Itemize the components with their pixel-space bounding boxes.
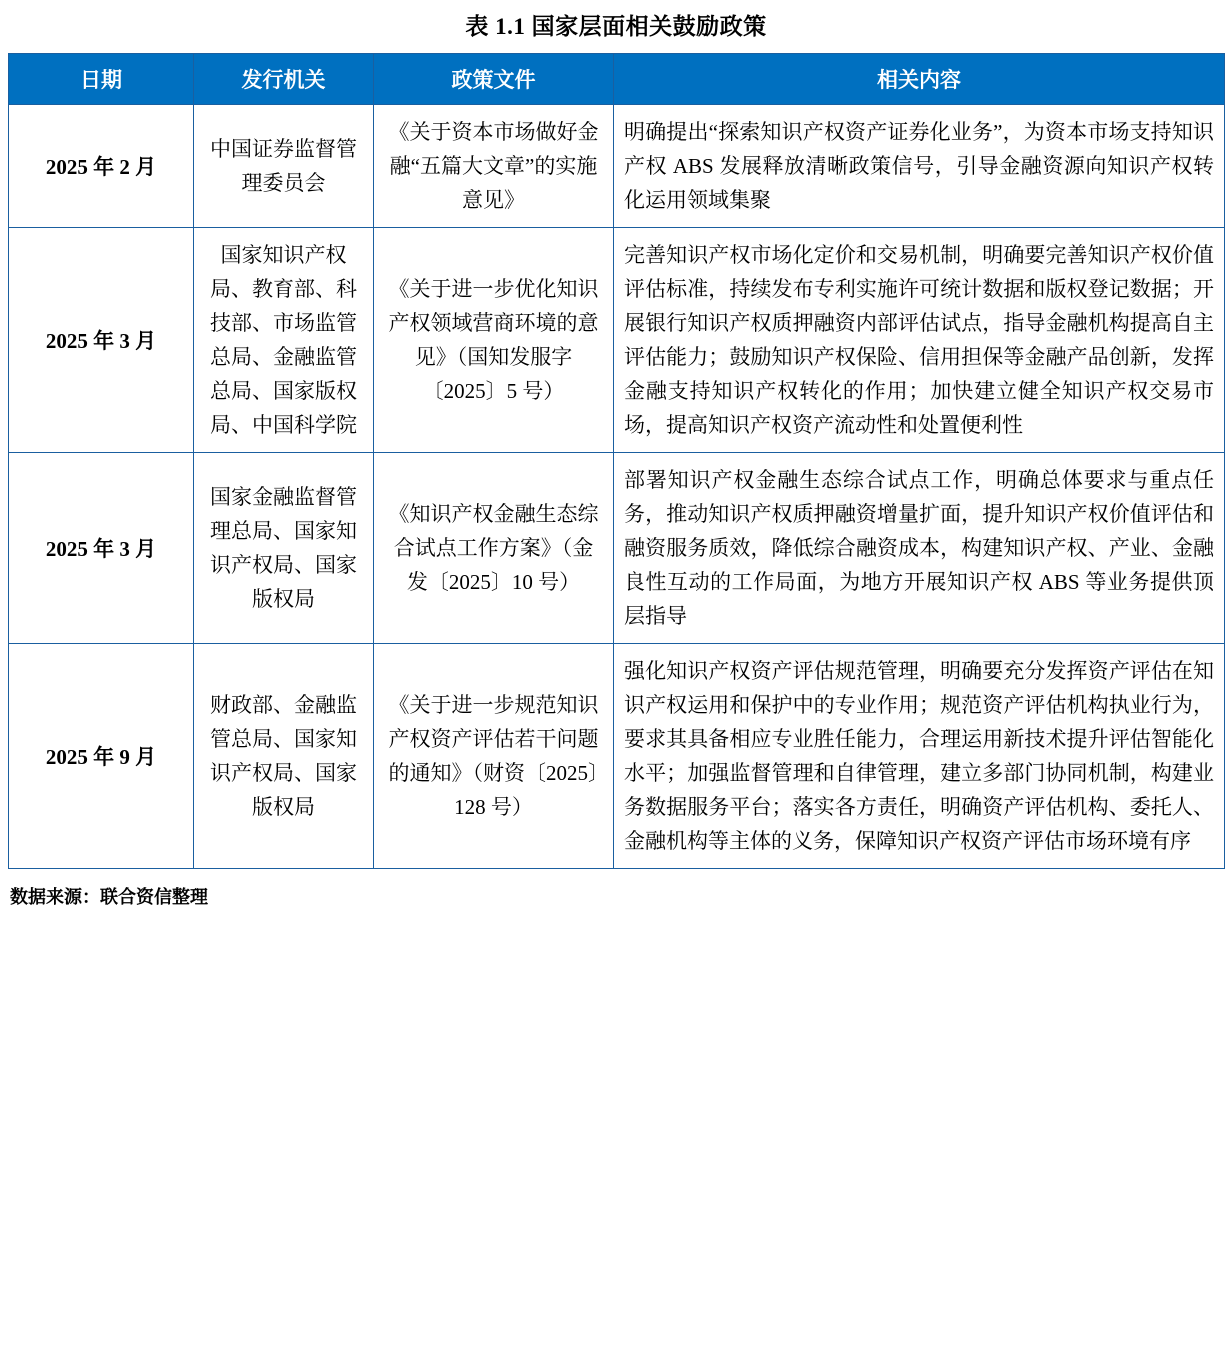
- cell-date: 2025 年 2 月: [9, 105, 194, 228]
- cell-content: 明确提出“探索知识产权资产证券化业务”，为资本市场支持知识产权 ABS 发展释放清晰政策信号，引导金融资源向知识产权转化运用领域集聚: [614, 105, 1225, 228]
- cell-organization: 中国证券监督管理委员会: [194, 105, 374, 228]
- cell-document: 《关于资本市场做好金融“五篇大文章”的实施意见》: [374, 105, 614, 228]
- cell-organization: 财政部、金融监管总局、国家知识产权局、国家版权局: [194, 644, 374, 869]
- table-title: 表 1.1 国家层面相关鼓励政策: [465, 14, 767, 39]
- cell-document: 《关于进一步优化知识产权领域营商环境的意见》（国知发服字〔2025〕5 号）: [374, 228, 614, 453]
- table-row: [9, 228, 1225, 453]
- policy-table: [8, 53, 1225, 869]
- cell-content: 强化知识产权资产评估规范管理，明确要充分发挥资产评估在知识产权运用和保护中的专业作用；规范资产评估机构执业行为，要求其具备相应专业胜任能力，合理运用新技术提升评估智能化水平；加强监督管理和自律管理，建立多部门协同机制，构建业务数据服务平台；落实各方责任，明确资产评估机构、委托人、金融机构等主体的义务，保障知识产权资产评估市场环境有序: [614, 644, 1225, 869]
- table-header-row: [9, 54, 1225, 105]
- table-header: [9, 54, 1225, 105]
- cell-date: 2025 年 3 月: [9, 453, 194, 644]
- cell-date: 2025 年 9 月: [9, 644, 194, 869]
- cell-organization: 国家知识产权局、教育部、科技部、市场监管总局、金融监管总局、国家版权局、中国科学院: [194, 228, 374, 453]
- table-row: [9, 453, 1225, 644]
- cell-content: 完善知识产权市场化定价和交易机制，明确要完善知识产权价值评估标准，持续发布专利实施许可统计数据和版权登记数据；开展银行知识产权质押融资内部评估试点，指导金融机构提高自主评估能力；鼓励知识产权保险、信用担保等金融产品创新，发挥金融支持知识产权转化的作用；加快建立健全知识产权交易市场，提高知识产权资产流动性和处置便利性: [614, 228, 1225, 453]
- data-source-note: 数据来源：联合资信整理: [10, 887, 208, 908]
- column-header-content: 相关内容: [614, 54, 1225, 105]
- cell-document: 《知识产权金融生态综合试点工作方案》（金发〔2025〕10 号）: [374, 453, 614, 644]
- table-row: [9, 644, 1225, 869]
- cell-document: 《关于进一步规范知识产权资产评估若干问题的通知》（财资〔2025〕128 号）: [374, 644, 614, 869]
- cell-content: 部署知识产权金融生态综合试点工作，明确总体要求与重点任务，推动知识产权质押融资增量扩面，提升知识产权价值评估和融资服务质效，降低综合融资成本，构建知识产权、产业、金融良性互动的工作局面，为地方开展知识产权 ABS 等业务提供顶层指导: [614, 453, 1225, 644]
- cell-date: 2025 年 3 月: [9, 228, 194, 453]
- column-header-date: 日期: [9, 54, 194, 105]
- cell-organization: 国家金融监督管理总局、国家知识产权局、国家版权局: [194, 453, 374, 644]
- table-body: [9, 105, 1225, 869]
- table-row: [9, 105, 1225, 228]
- column-header-document: 政策文件: [374, 54, 614, 105]
- column-header-organization: 发行机关: [194, 54, 374, 105]
